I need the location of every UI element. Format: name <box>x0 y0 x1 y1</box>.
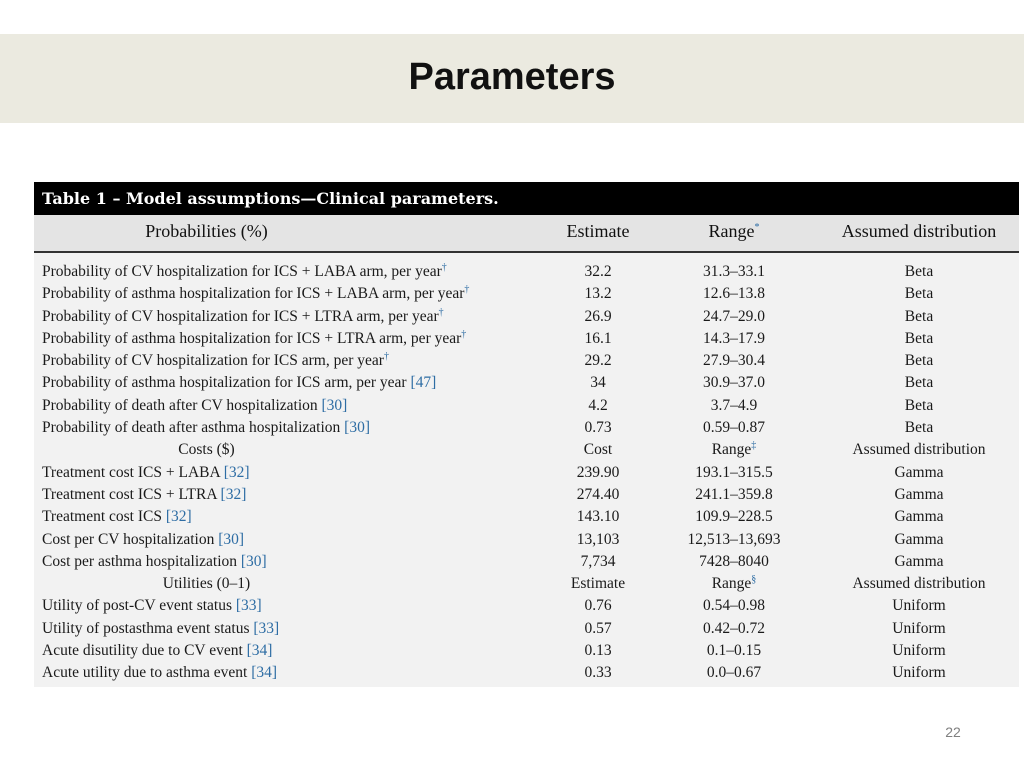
citation-link[interactable]: [30] <box>321 396 348 414</box>
table-row <box>34 462 1019 484</box>
subheader-distribution: Assumed distribution <box>852 575 986 593</box>
row-distribution: Beta <box>904 307 934 325</box>
row-label: Probability of death after CV hospitalization [30] <box>42 396 348 414</box>
row-estimate: 0.73 <box>584 419 612 437</box>
row-distribution: Uniform <box>892 597 946 615</box>
page-number: 22 <box>945 724 961 740</box>
row-estimate: 13,103 <box>576 530 620 548</box>
row-range: 27.9–30.4 <box>703 352 765 370</box>
citation-link[interactable]: [30] <box>240 552 267 570</box>
citation-link[interactable]: [47] <box>410 374 437 392</box>
row-label: Treatment cost ICS [32] <box>42 508 192 526</box>
row-range: 193.1–315.5 <box>695 463 773 481</box>
table-row <box>34 372 1019 394</box>
row-label: Treatment cost ICS + LABA [32] <box>42 463 250 481</box>
citation-link[interactable]: [33] <box>235 597 262 615</box>
parameters-table <box>34 182 1019 687</box>
row-distribution: Gamma <box>894 530 944 548</box>
table-row <box>34 640 1019 662</box>
costs-section-header <box>34 439 1019 461</box>
table-row <box>34 395 1019 417</box>
row-estimate: 7,734 <box>580 552 616 570</box>
row-range: 0.42–0.72 <box>703 619 765 637</box>
table-row <box>34 506 1019 528</box>
row-distribution: Gamma <box>894 463 944 481</box>
table-header-row <box>34 215 1019 253</box>
row-estimate: 13.2 <box>584 285 612 303</box>
row-estimate: 4.2 <box>588 396 608 414</box>
row-label: Cost per asthma hospitalization [30] <box>42 552 267 570</box>
row-distribution: Beta <box>904 374 934 392</box>
row-label: Probability of death after asthma hospitalization [30] <box>42 419 370 437</box>
table-row <box>34 350 1019 372</box>
citation-link[interactable]: [32] <box>223 463 250 481</box>
row-distribution: Beta <box>904 329 934 347</box>
footnote-mark: § <box>751 574 757 585</box>
row-distribution: Beta <box>904 352 934 370</box>
row-estimate: 0.57 <box>584 619 612 637</box>
citation-link[interactable]: [32] <box>220 485 247 503</box>
row-distribution: Beta <box>904 419 934 437</box>
row-estimate: 143.10 <box>576 508 620 526</box>
row-label: Acute utility due to asthma event [34] <box>42 664 278 682</box>
range-footnote-mark: * <box>754 222 760 233</box>
footnote-mark: † <box>383 351 389 363</box>
row-label: Probability of asthma hospitalization for ICS + LABA arm, per year† <box>42 284 470 303</box>
table-row <box>34 618 1019 640</box>
row-range: 30.9–37.0 <box>703 374 765 392</box>
row-label: Utility of postasthma event status [33] <box>42 619 280 637</box>
row-label: Probability of CV hospitalization for ICS + LABA arm, per year† <box>42 261 447 280</box>
header-assumed-distribution: Assumed distribution <box>841 221 997 241</box>
subheader-distribution: Assumed distribution <box>852 441 986 459</box>
row-distribution: Uniform <box>892 619 946 637</box>
row-label: Probability of asthma hospitalization for ICS arm, per year [47] <box>42 374 437 392</box>
row-distribution: Gamma <box>894 552 944 570</box>
row-estimate: 239.90 <box>576 463 620 481</box>
row-range: 241.1–359.8 <box>695 485 773 503</box>
row-distribution: Uniform <box>892 642 946 660</box>
footnote-mark: † <box>438 306 444 318</box>
table-row <box>34 529 1019 551</box>
subheader-section: Utilities (0–1) <box>162 575 251 593</box>
row-range: 14.3–17.9 <box>703 329 765 347</box>
row-range: 0.0–0.67 <box>706 664 762 682</box>
row-estimate: 0.33 <box>584 664 612 682</box>
row-range: 7428–8040 <box>699 552 769 570</box>
footnote-mark: † <box>441 261 447 273</box>
table-row <box>34 306 1019 328</box>
row-distribution: Beta <box>904 263 934 280</box>
row-estimate: 26.9 <box>584 307 612 325</box>
row-range: 0.1–0.15 <box>706 642 762 660</box>
row-label: Treatment cost ICS + LTRA [32] <box>42 485 247 503</box>
citation-link[interactable]: [34] <box>251 664 278 682</box>
citation-link[interactable]: [33] <box>253 619 280 637</box>
row-distribution: Uniform <box>892 664 946 682</box>
table-row <box>34 417 1019 439</box>
row-estimate: 32.2 <box>584 263 612 280</box>
table-caption: Table 1 – Model assumptions—Clinical parameters. <box>34 182 1019 215</box>
row-range: 109.9–228.5 <box>695 508 773 526</box>
footnote-mark: † <box>464 284 470 296</box>
row-label: Probability of CV hospitalization for ICS arm, per year† <box>42 351 389 370</box>
subheader-range: Range‡ <box>711 440 757 459</box>
row-range: 31.3–33.1 <box>703 263 765 280</box>
table-row <box>34 595 1019 617</box>
subheader-estimate: Estimate <box>570 575 626 593</box>
row-range: 3.7–4.9 <box>710 396 758 414</box>
table-row <box>34 484 1019 506</box>
header-probabilities: Probabilities (%) <box>145 221 268 241</box>
footnote-mark: † <box>461 328 467 340</box>
table-row <box>34 328 1019 350</box>
row-distribution: Beta <box>904 285 934 303</box>
row-range: 0.59–0.87 <box>703 419 765 437</box>
subheader-range: Range§ <box>711 574 757 593</box>
subheader-estimate: Cost <box>583 441 613 459</box>
row-range: 0.54–0.98 <box>703 597 765 615</box>
row-distribution: Beta <box>904 396 934 414</box>
citation-link[interactable]: [32] <box>165 508 192 526</box>
row-estimate: 0.76 <box>584 597 612 615</box>
table-row <box>34 551 1019 573</box>
table-row <box>34 261 1019 283</box>
header-estimate: Estimate <box>566 221 630 241</box>
table-row <box>34 662 1019 684</box>
subheader-section: Costs ($) <box>178 441 235 459</box>
footnote-mark: ‡ <box>751 440 757 452</box>
row-distribution: Gamma <box>894 485 944 503</box>
header-range: Range* <box>708 221 760 241</box>
table-body <box>34 253 1019 685</box>
row-estimate: 34 <box>590 374 606 392</box>
row-label: Cost per CV hospitalization [30] <box>42 530 245 548</box>
row-range: 12,513–13,693 <box>687 530 781 548</box>
row-distribution: Gamma <box>894 508 944 526</box>
row-estimate: 29.2 <box>584 352 612 370</box>
row-range: 12.6–13.8 <box>703 285 765 303</box>
row-label: Probability of CV hospitalization for ICS + LTRA arm, per year† <box>42 306 444 325</box>
row-estimate: 16.1 <box>584 329 612 347</box>
table-row <box>34 283 1019 305</box>
row-range: 24.7–29.0 <box>703 307 765 325</box>
row-label: Utility of post-CV event status [33] <box>42 597 262 615</box>
slide-title: Parameters <box>408 56 616 98</box>
row-label: Acute disutility due to CV event [34] <box>42 642 273 660</box>
citation-link[interactable]: [30] <box>218 530 245 548</box>
utilities-section-header <box>34 573 1019 595</box>
row-label: Probability of asthma hospitalization for ICS + LTRA arm, per year† <box>42 328 467 347</box>
row-estimate: 0.13 <box>584 642 612 660</box>
citation-link[interactable]: [30] <box>344 419 370 437</box>
citation-link[interactable]: [34] <box>246 642 273 660</box>
row-estimate: 274.40 <box>576 485 620 503</box>
